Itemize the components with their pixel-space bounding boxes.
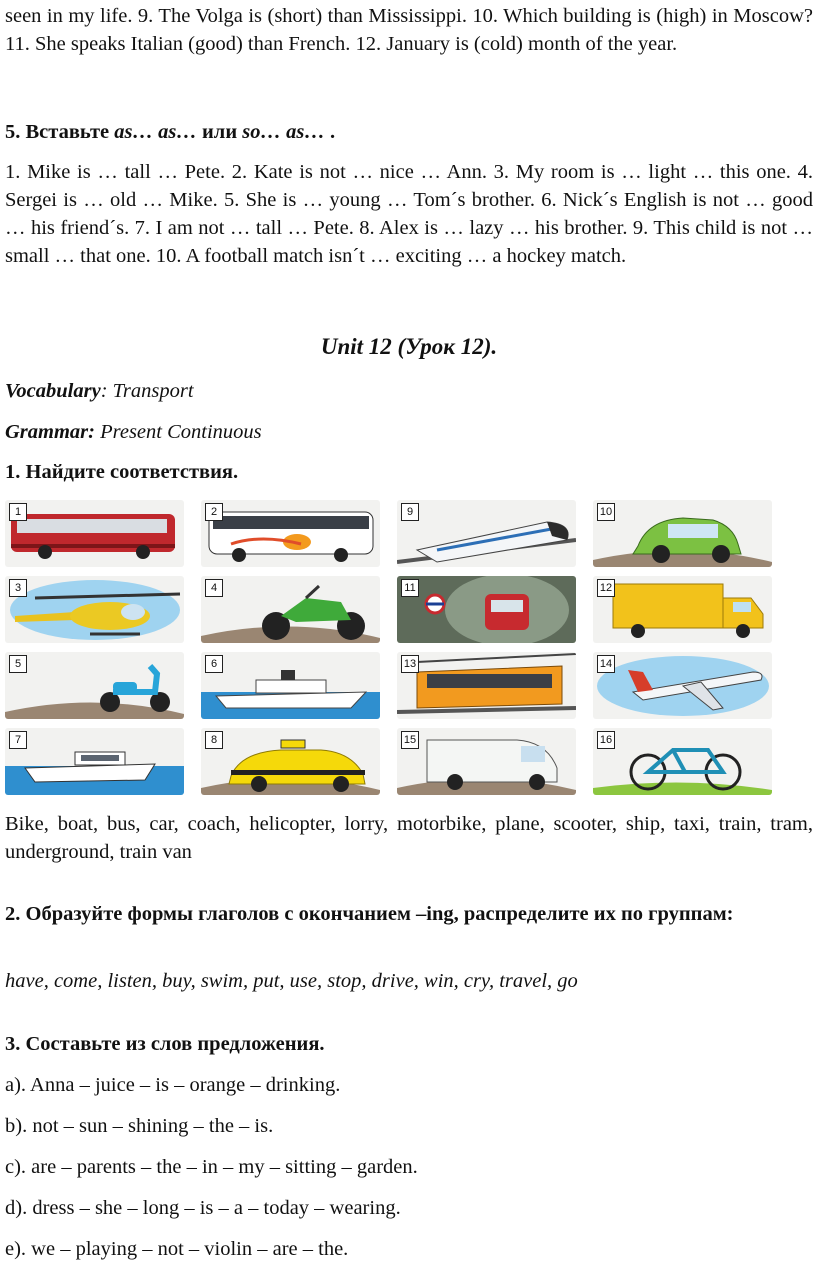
picture-number-label: 8	[205, 731, 223, 749]
grammar-value: Present Continuous	[94, 421, 262, 443]
transport-picture-tile	[201, 652, 380, 719]
ex5-heading-so: so… as…	[242, 121, 325, 143]
picture-number-label: 13	[401, 655, 419, 673]
transport-picture-tile	[593, 500, 772, 567]
sentence-a: a). Anna – juice – is – orange – drinking.	[5, 1074, 341, 1096]
picture-number-label: 16	[597, 731, 615, 749]
sentence-d: d). dress – she – long – is – a – today – wearing.	[5, 1197, 401, 1219]
transport-picture-tile	[397, 652, 576, 719]
picture-number-label: 14	[597, 655, 615, 673]
transport-picture-tile	[397, 728, 576, 795]
vocabulary-label: Vocabulary	[5, 380, 101, 402]
grammar-label: Grammar:	[5, 421, 95, 443]
unit-title: Unit 12 (Урок 12).	[320, 334, 498, 359]
picture-number-label: 2	[205, 503, 223, 521]
transport-picture-tile	[201, 500, 380, 567]
transport-picture-tile	[5, 576, 184, 643]
ex5-heading-as: as… as…	[114, 121, 197, 143]
transport-picture-tile	[201, 576, 380, 643]
picture-number-label: 9	[401, 503, 419, 521]
sentence-b: b). not – sun – shining – the – is.	[5, 1115, 274, 1137]
picture-number-label: 7	[9, 731, 27, 749]
transport-picture-tile	[5, 500, 184, 567]
picture-number-label: 3	[9, 579, 27, 597]
picture-number-label: 4	[205, 579, 223, 597]
ex5-heading-mid: или	[196, 121, 243, 143]
transport-picture-tile	[593, 728, 772, 795]
vocabulary-line	[5, 377, 194, 405]
grammar-line	[5, 418, 262, 446]
transport-picture-tile	[5, 652, 184, 719]
transport-picture-tile	[201, 728, 380, 795]
exercise-5-heading	[5, 118, 813, 146]
picture-number-label: 15	[401, 731, 419, 749]
transport-picture-grid	[5, 500, 797, 794]
picture-number-label: 1	[9, 503, 27, 521]
exercise-2-heading: 2. Образуйте формы глаголов с окончанием –ing, распределите их по группам:	[5, 903, 734, 925]
sentence-e: e). we – playing – not – violin – are – the.	[5, 1238, 349, 1260]
picture-number-label: 10	[597, 503, 615, 521]
transport-picture-tile	[397, 500, 576, 567]
transport-picture-tile	[593, 652, 772, 719]
ex5-heading-suffix: .	[324, 121, 336, 143]
exercise-3-heading: 3. Составьте из слов предложения.	[5, 1033, 325, 1055]
picture-number-label: 11	[401, 579, 419, 597]
picture-number-label: 12	[597, 579, 615, 597]
sentence-c: c). are – parents – the – in – my – sitting – garden.	[5, 1156, 418, 1178]
picture-number-label: 6	[205, 655, 223, 673]
picture-number-label: 5	[9, 655, 27, 673]
transport-word-list: Bike, boat, bus, car, coach, helicopter, lorry, motorbike, plane, scooter, ship, taxi, train, tram, underground, train van	[5, 813, 813, 863]
exercise-5-text: 1. Mike is … tall … Pete. 2. Kate is not … nice … Ann. 3. My room is … light … this one. 4. Sergei is … old … Mike. 5. She is … young … Tom´s brother. 6. Nick´s English is not … good … his friend´s. 7. I am not … tall … Pete. 8. Alex is … lazy … his brother. 9. This child is not … small … that one. 10. A football match isn´t … exciting … a hockey match.	[5, 161, 813, 267]
transport-picture-tile	[5, 728, 184, 795]
exercise-2-verbs: have, come, listen, buy, swim, put, use, stop, drive, win, cry, travel, go	[5, 970, 578, 992]
transport-picture-tile	[593, 576, 772, 643]
exercise-1-heading: 1. Найдите соответствия.	[5, 461, 239, 483]
vocabulary-value: : Transport	[100, 380, 194, 402]
ex5-heading-prefix: 5. Вставьте	[5, 121, 115, 143]
transport-picture-tile	[397, 576, 576, 643]
intro-paragraph: seen in my life. 9. The Volga is (short) than Mississippi. 10. Which building is (high) in Moscow? 11. She speaks Italian (good) than French. 12. January is (cold) month of the year.	[5, 5, 813, 55]
